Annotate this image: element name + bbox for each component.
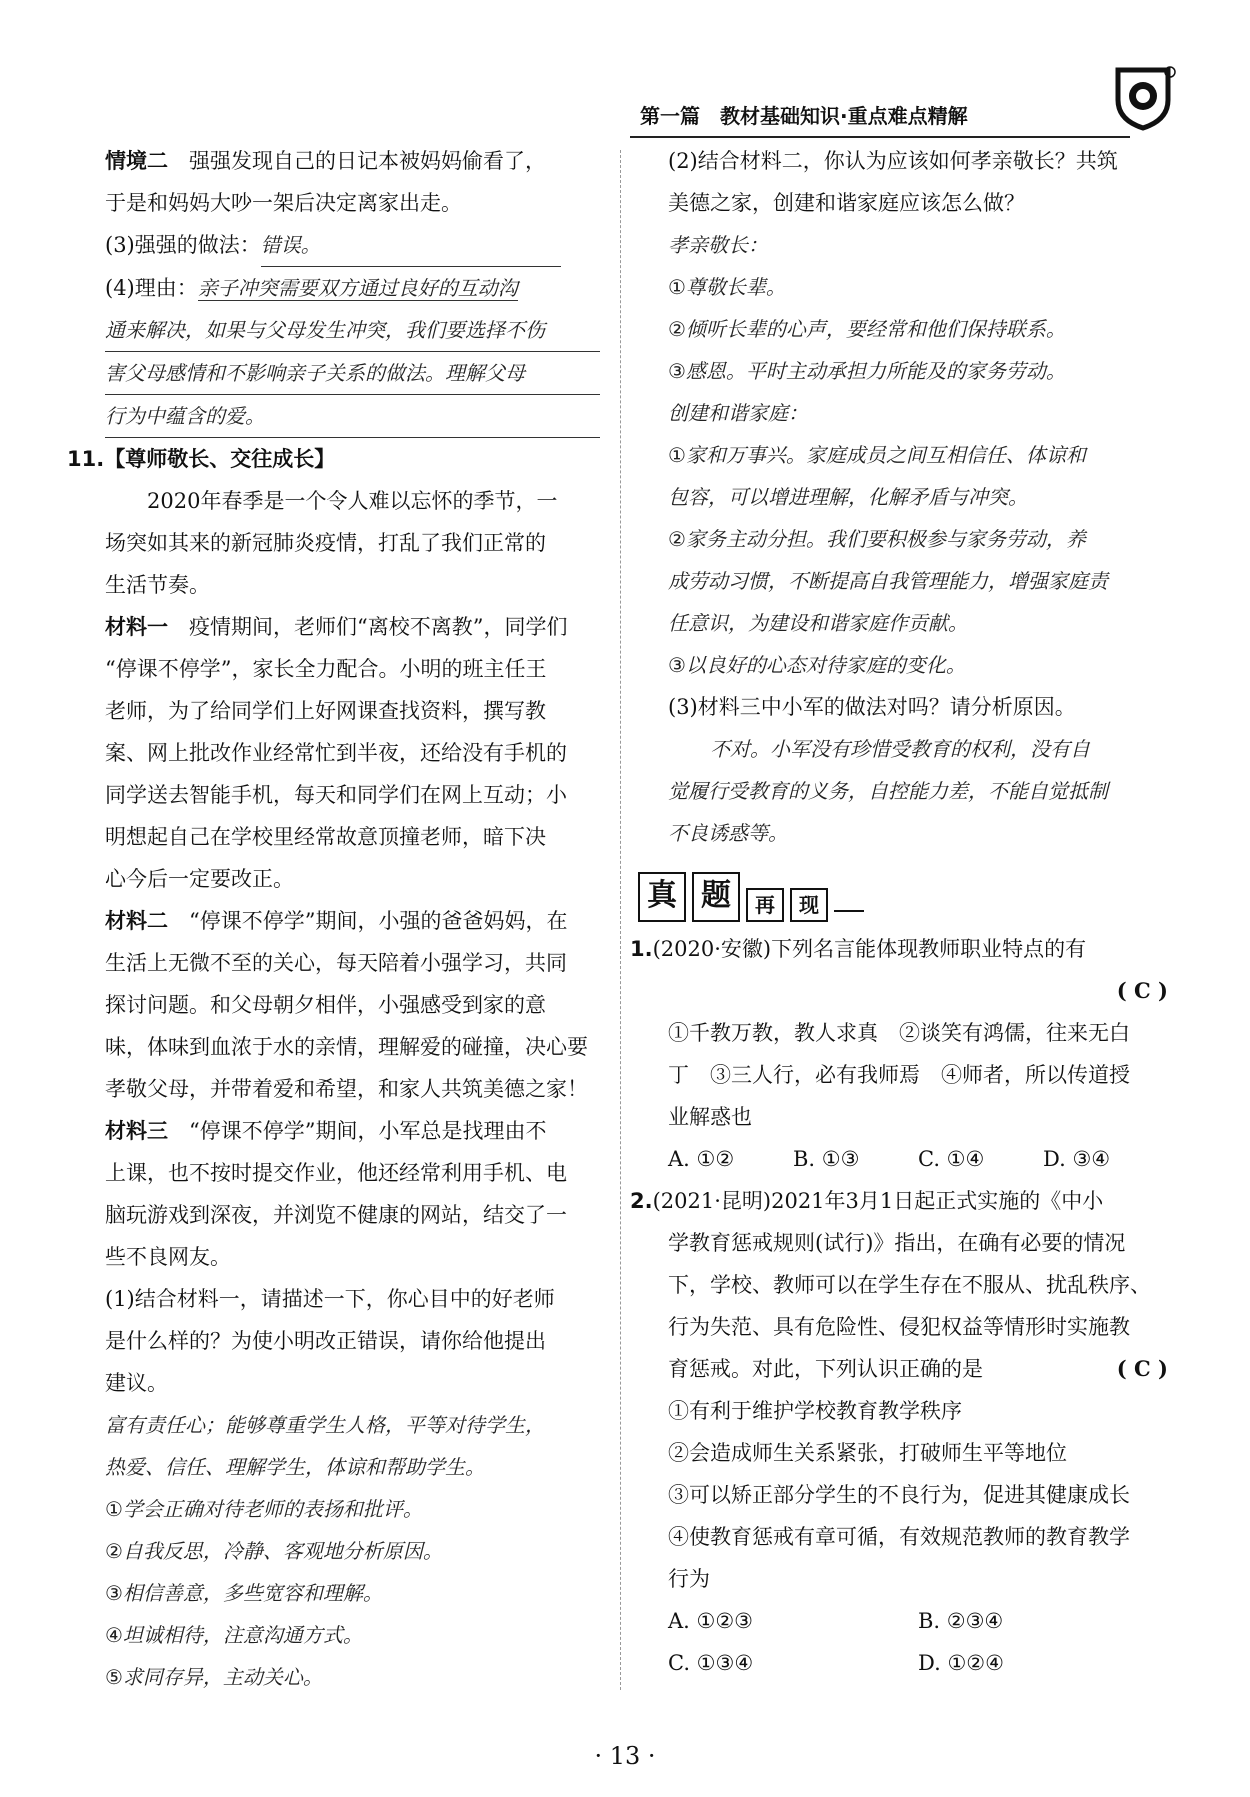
- practice-text: 学教育惩戒规则(试行)》指出，在确有必要的情况: [668, 1231, 1126, 1255]
- intro-line: 2020年春季是一个令人难以忘怀的季节，一: [147, 489, 558, 513]
- q3-line: (3)强强的做法：错误。: [105, 224, 600, 267]
- handwritten-answer: ⑤求同存异，主动关心。: [105, 1665, 323, 1689]
- question-1: 建议。: [105, 1371, 168, 1395]
- right-column: [630, 140, 1168, 1684]
- question-2: 美德之家，创建和谐家庭应该怎么做？: [668, 191, 1025, 215]
- answer-mark: ( C ): [1116, 1356, 1168, 1381]
- handwritten-answer: 创建和谐家庭：: [668, 401, 808, 425]
- handwritten-answer: 觉履行受教育的义务，自控能力差，不能自觉抵制: [668, 779, 1108, 803]
- handwritten-answer: ③相信善意，多些宽容和理解。: [105, 1581, 383, 1605]
- handwritten-answer: ①尊敬长辈。: [668, 275, 786, 299]
- handwritten-answer: 亲子冲突需要双方通过良好的互动沟: [197, 276, 518, 300]
- section-banner: [638, 862, 1168, 922]
- material-line: 同学送去智能手机，每天和同学们在网上互动；小: [105, 783, 567, 807]
- practice-item: 业解惑也: [668, 1105, 752, 1129]
- handwritten-answer: 富有责任心；能够尊重学生人格，平等对待学生，: [105, 1413, 545, 1437]
- handwritten-answer: 通来解决，如果与父母发生冲突，我们要选择不伤: [105, 309, 600, 352]
- column-divider: [620, 150, 621, 1690]
- banner-char: 题: [692, 872, 740, 922]
- handwritten-answer: 不良诱惑等。: [668, 821, 788, 845]
- practice-text: 行为失范、具有危险性、侵犯权益等情形时实施教: [668, 1315, 1130, 1339]
- options-row: [668, 1138, 1168, 1180]
- practice-item: 丁 ③三人行，必有我师焉 ④师者，所以传道授: [668, 1063, 1130, 1087]
- handwritten-answer: ②倾听长辈的心声，要经常和他们保持联系。: [668, 317, 1066, 341]
- handwritten-answer: ①学会正确对待老师的表扬和批评。: [105, 1497, 423, 1521]
- practice-item: ②会造成师生关系紧张，打破师生平等地位: [668, 1441, 1067, 1465]
- material-line: 脑玩游戏到深夜，并浏览不健康的网站，结交了一: [105, 1203, 567, 1227]
- material-line: 老师，为了给同学们上好网课查找资料，撰写教: [105, 699, 546, 723]
- option: D. ①②④: [918, 1651, 1004, 1675]
- material-line: 味，体味到血浓于水的亲情，理解爱的碰撞，决心要: [105, 1035, 588, 1059]
- banner-char: 再: [746, 888, 784, 922]
- option: A. ①②③: [668, 1609, 753, 1633]
- options-row: [668, 1642, 1168, 1684]
- intro-line: 场突如其来的新冠肺炎疫情，打乱了我们正常的: [105, 531, 546, 555]
- answer-mark: ( C ): [1116, 978, 1168, 1003]
- material-line: 探讨问题。和父母朝夕相伴，小强感受到家的意: [105, 993, 546, 1017]
- practice-item: ③可以矫正部分学生的不良行为，促进其健康成长: [668, 1483, 1130, 1507]
- option: B. ②③④: [918, 1609, 1004, 1633]
- publisher-logo-icon: [1108, 62, 1178, 132]
- intro-line: 生活节奏。: [105, 573, 210, 597]
- question-3: (3)材料三中小军的做法对吗？请分析原因。: [668, 695, 1076, 719]
- practice-text: 下，学校、教师可以在学生存在不服从、扰乱秩序、: [668, 1273, 1151, 1297]
- handwritten-answer: ②家务主动分担。我们要积极参与家务劳动，养: [668, 527, 1086, 551]
- handwritten-answer: ③以良好的心态对待家庭的变化。: [668, 653, 966, 677]
- material-1: 材料一 疫情期间，老师们“离校不离教”，同学们: [105, 615, 568, 639]
- practice-item: ①千教万教，教人求真 ②谈笑有鸿儒，往来无白: [668, 1021, 1130, 1045]
- handwritten-answer: ④坦诚相待，注意沟通方式。: [105, 1623, 363, 1647]
- material-line: “停课不停学”，家长全力配合。小明的班主任王: [105, 657, 547, 681]
- handwritten-answer: 任意识，为建设和谐家庭作贡献。: [668, 611, 968, 635]
- option: D. ③④: [1043, 1147, 1111, 1171]
- practice-item: 行为: [668, 1567, 710, 1591]
- material-line: 生活上无微不至的关心，每天陪着小强学习，共同: [105, 951, 567, 975]
- option: B. ①③: [793, 1147, 860, 1171]
- banner-rule: [834, 910, 864, 912]
- options-row: [668, 1600, 1168, 1642]
- practice-1: 1.(2020·安徽)下列名言能体现教师职业特点的有: [630, 937, 1087, 961]
- question-1: (1)结合材料一，请描述一下，你心目中的好老师: [105, 1287, 555, 1311]
- material-3: 材料三 “停课不停学”期间，小军总是找理由不: [105, 1119, 547, 1143]
- handwritten-answer: 成劳动习惯，不断提高自我管理能力，增强家庭责: [668, 569, 1108, 593]
- option: C. ①④: [918, 1147, 985, 1171]
- material-line: 些不良网友。: [105, 1245, 231, 1269]
- handwritten-answer: 孝亲敬长：: [668, 233, 768, 257]
- handwritten-answer: ③感恩。平时主动承担力所能及的家务劳动。: [668, 359, 1066, 383]
- handwritten-answer: 行为中蕴含的爱。: [105, 395, 600, 438]
- material-line: 心今后一定要改正。: [105, 867, 294, 891]
- handwritten-answer: 害父母感情和不影响亲子关系的做法。理解父母: [105, 352, 600, 395]
- banner-char: 真: [638, 872, 686, 922]
- answer-line: [668, 970, 1168, 1012]
- handwritten-answer: ①家和万事兴。家庭成员之间互相信任、体谅和: [668, 443, 1086, 467]
- option: C. ①③④: [668, 1651, 754, 1675]
- material-line: 案、网上批改作业经常忙到半夜，还给没有手机的: [105, 741, 567, 765]
- banner-char: 现: [790, 888, 828, 922]
- handwritten-answer: 错误。: [261, 224, 561, 267]
- scenario-line: 情境二 强强发现自己的日记本被妈妈偷看了，: [105, 149, 546, 173]
- practice-item: ①有利于维护学校教育教学秩序: [668, 1399, 962, 1423]
- material-line: 孝敬父母，并带着爱和希望，和家人共筑美德之家！: [105, 1077, 588, 1101]
- material-2: 材料二 “停课不停学”期间，小强的爸爸妈妈，在: [105, 909, 568, 933]
- handwritten-answer: ②自我反思，冷静、客观地分析原因。: [105, 1539, 443, 1563]
- practice-2: 2.(2021·昆明)2021年3月1日起正式实施的《中小: [630, 1189, 1104, 1213]
- option: A. ①②: [668, 1147, 735, 1171]
- material-line: 明想起自己在学校里经常故意顶撞老师，暗下决: [105, 825, 546, 849]
- practice-text: 育惩戒。对此，下列认识正确的是 ( C ): [668, 1348, 1168, 1390]
- material-line: 上课，也不按时提交作业，他还经常利用手机、电: [105, 1161, 567, 1185]
- question-11-title: 11.【尊师敬长、交往成长】: [67, 447, 336, 471]
- page-header: 第一篇 教材基础知识·重点难点精解: [640, 104, 968, 128]
- handwritten-answer: 包容，可以增进理解，化解矛盾与冲突。: [668, 485, 1028, 509]
- handwritten-answer: 不对。小军没有珍惜受教育的权利，没有自: [710, 737, 1090, 761]
- question-2: (2)结合材料二，你认为应该如何孝亲敬长？共筑: [668, 149, 1118, 173]
- practice-item: ④使教育惩戒有章可循，有效规范教师的教育教学: [668, 1525, 1130, 1549]
- scenario-line: 于是和妈妈大吵一架后决定离家出走。: [105, 191, 462, 215]
- question-1: 是什么样的？为使小明改正错误，请你给他提出: [105, 1329, 546, 1353]
- page-number: · 13 ·: [594, 1742, 656, 1770]
- q4-line: (4)理由：亲子冲突需要双方通过良好的互动沟: [105, 276, 518, 300]
- handwritten-answer: 热爱、信任、理解学生，体谅和帮助学生。: [105, 1455, 485, 1479]
- left-column: [67, 140, 600, 1698]
- header-rule: [630, 136, 1130, 138]
